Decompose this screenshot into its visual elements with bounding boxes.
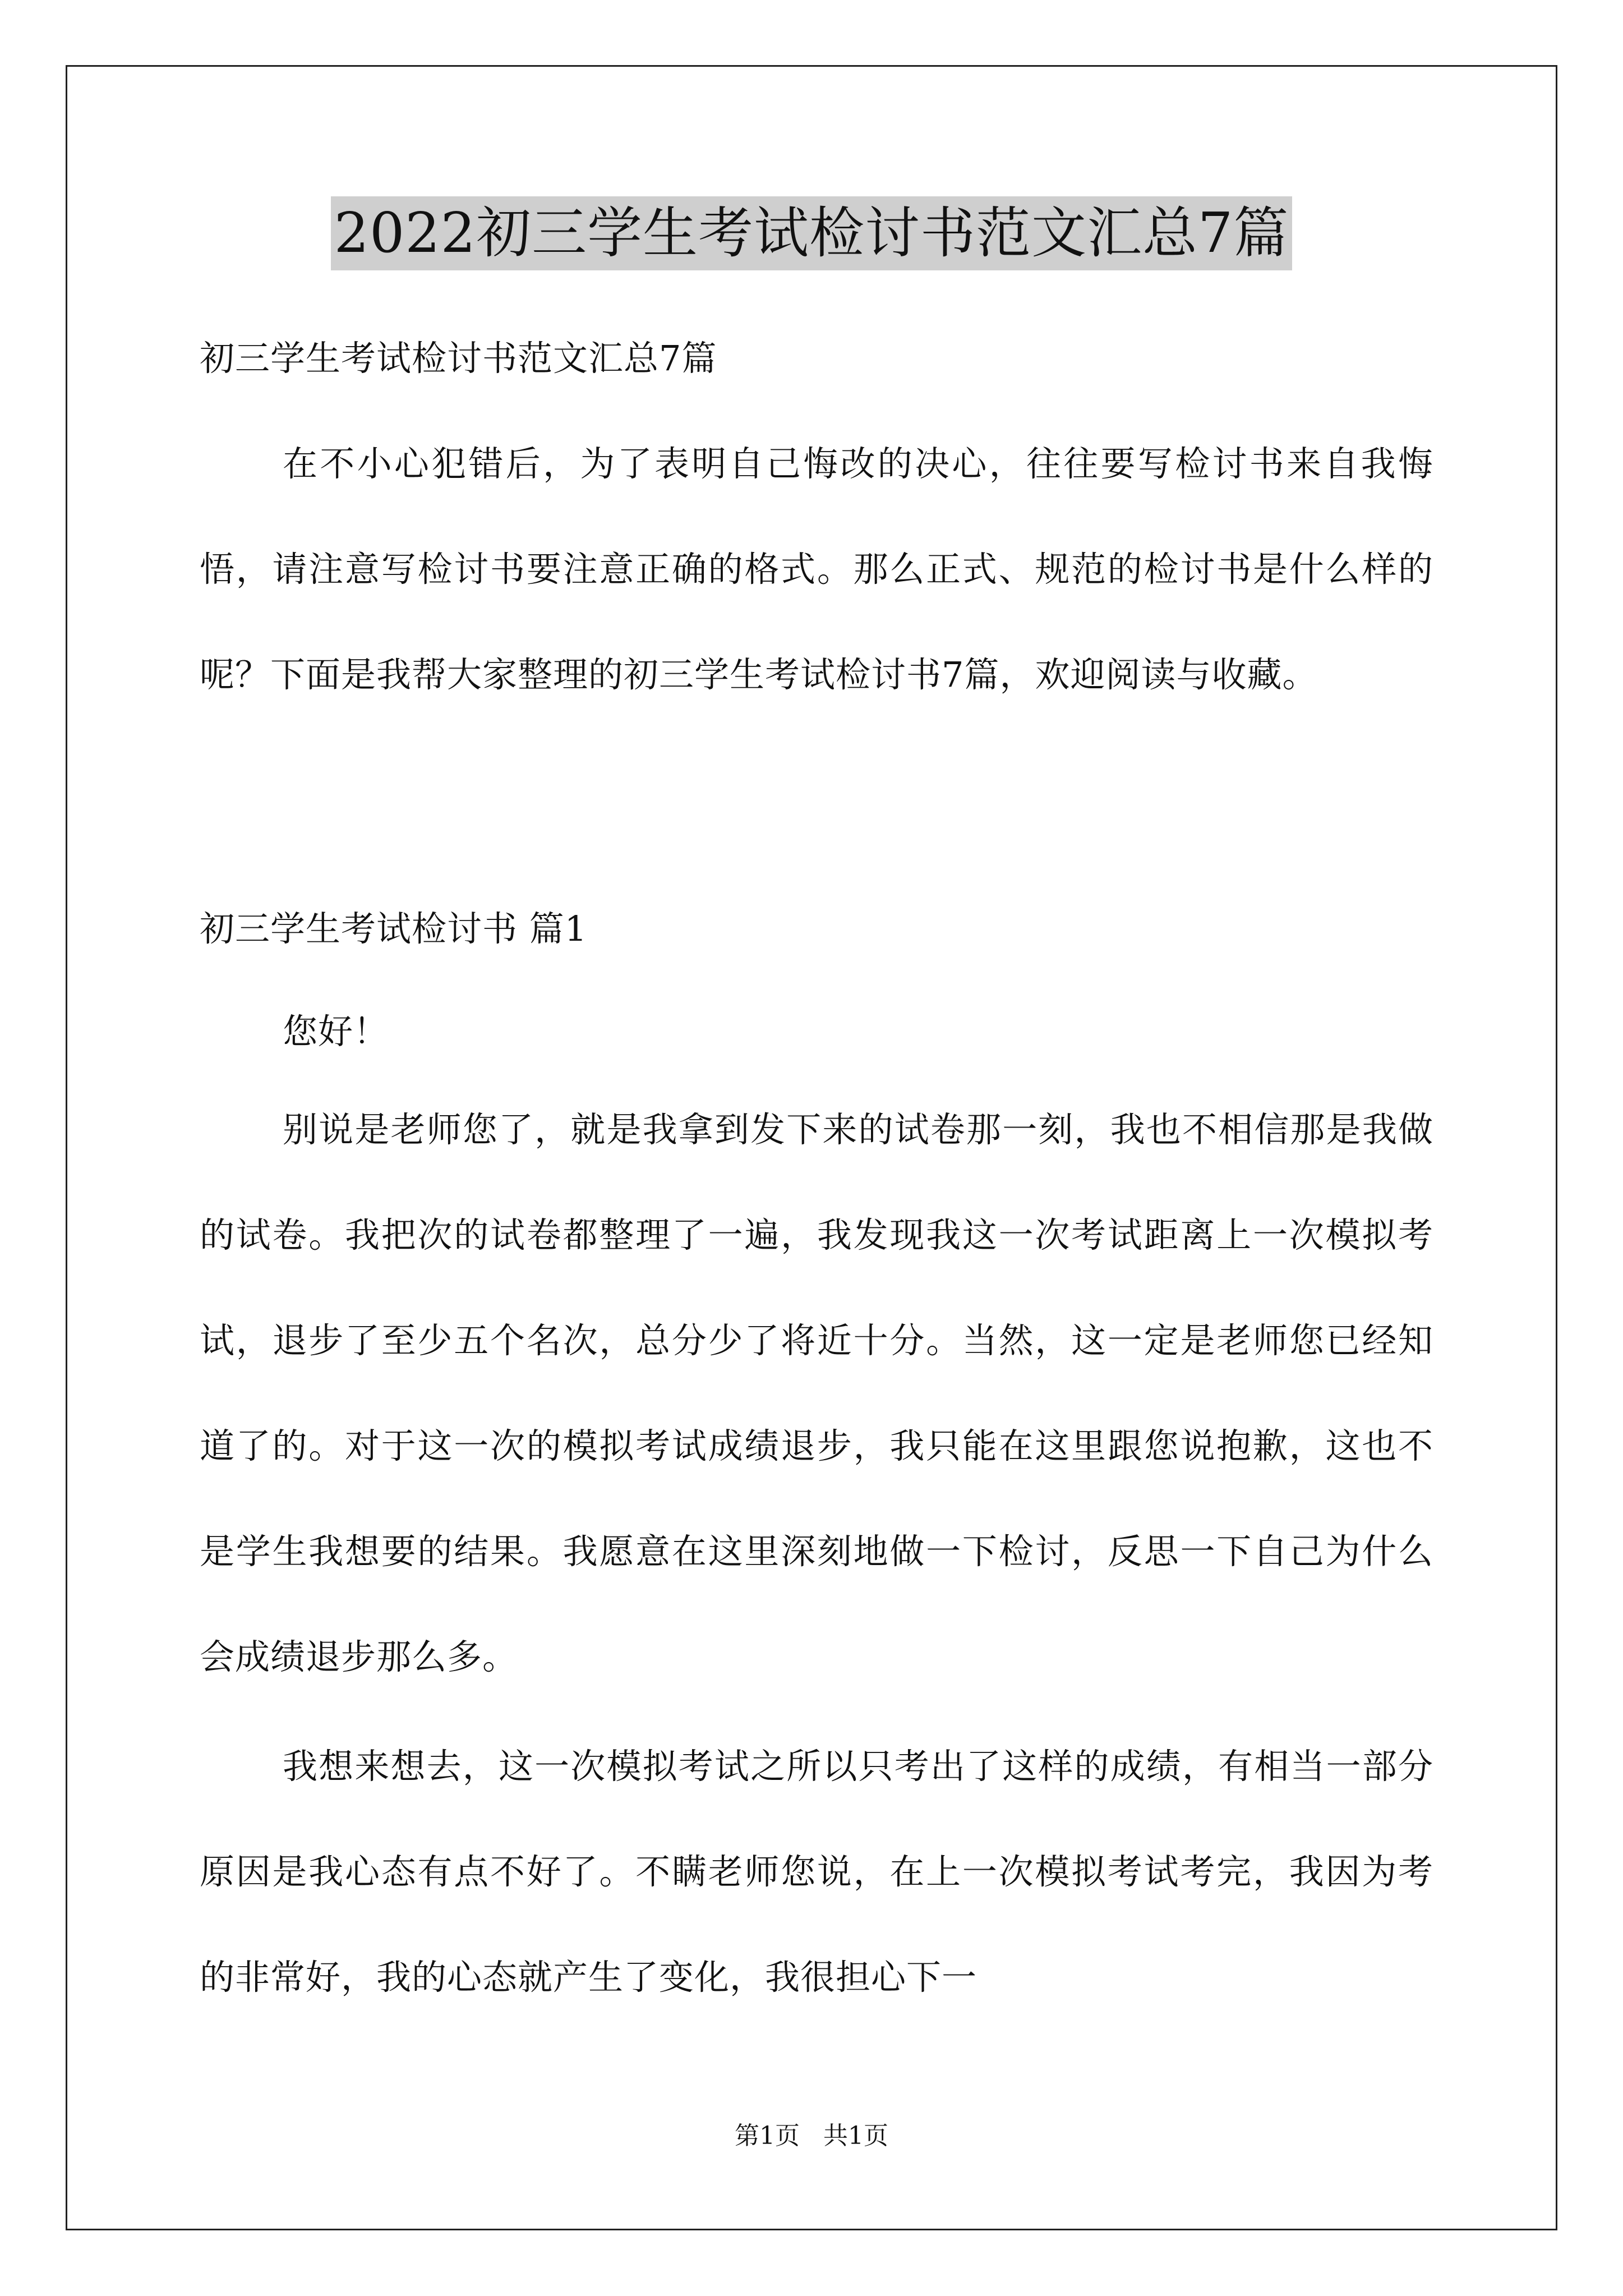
greeting: 您好！ <box>283 1011 389 1052</box>
intro-paragraph: 在不小心犯错后，为了表明自己悔改的决心，往往要写检讨书来自我悔悟，请注意写检讨书要注意正确的格式。那么正式、规范的检讨书是什么样的呢？下面是我帮大家整理的初三学生考试检讨书7篇，欢迎阅读与收藏。 <box>200 443 1433 695</box>
title-container <box>0 196 1623 270</box>
document-title: 2022初三学生考试检讨书范文汇总7篇 <box>331 196 1293 270</box>
section-heading: 初三学生考试检讨书 篇1 <box>200 908 588 949</box>
body-paragraph-1: 别说是老师您了，就是我拿到发下来的试卷那一刻，我也不相信那是我做的试卷。我把次的试卷都整理了一遍，我发现我这一次考试距离上一次模拟考试，退步了至少五个名次，总分少了将近十分。当然，这一定是老师您已经知道了的。对于这一次的模拟考试成绩退步，我只能在这里跟您说抱歉，这也不是学生我想要的结果。我愿意在这里深刻地做一下检讨，反思一下自己为什么会成绩退步那么多。 <box>200 1109 1433 1677</box>
document-subtitle: 初三学生考试检讨书范文汇总7篇 <box>200 338 717 379</box>
body-paragraph-2: 我想来想去，这一次模拟考试之所以只考出了这样的成绩，有相当一部分原因是我心态有点不好了。不瞒老师您说，在上一次模拟考试考完，我因为考的非常好，我的心态就产生了变化，我很担心下一 <box>200 1746 1433 1998</box>
page-footer: 第1页 共1页 <box>735 2122 888 2150</box>
